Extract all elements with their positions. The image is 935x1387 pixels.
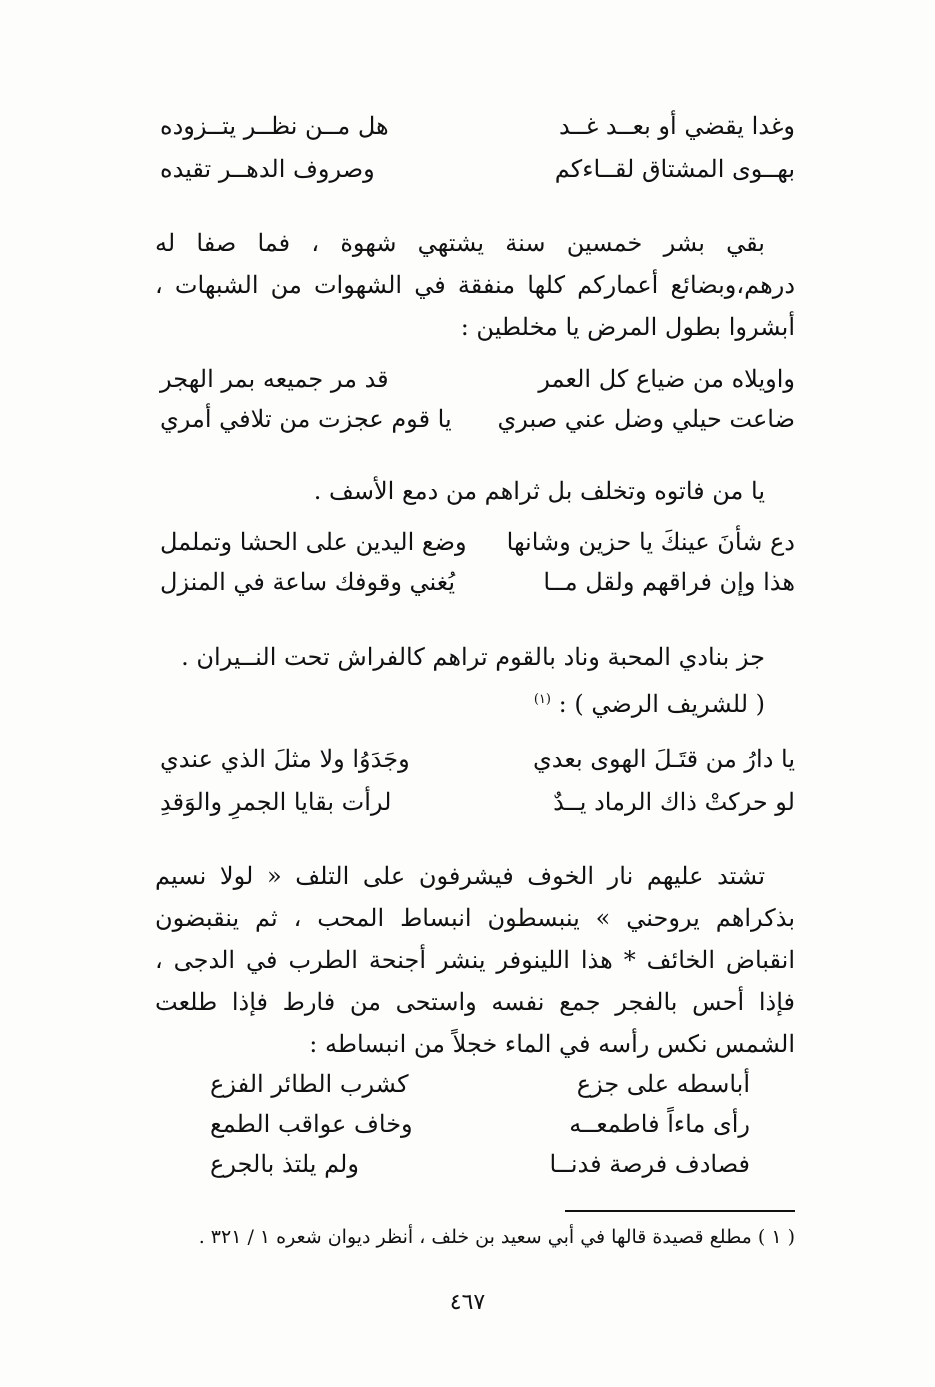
verse-hemistich-first: فصادف فرصة فدنــا: [549, 1150, 750, 1178]
verse-line: [160, 745, 795, 785]
verse-line: [210, 1150, 750, 1190]
verse-hemistich-second: ولم يلتذ بالجرع: [210, 1150, 359, 1178]
verse-hemistich-second: هل مــن نظــر يتــزوده: [160, 112, 389, 140]
footnote-text: ( ١ ) مطلع قصيدة قالها في أبي سعيد بن خلف ، أنظر ديوان شعره ١ / ٣٢١ .: [198, 1226, 795, 1248]
verse-hemistich-second: قد مر جميعه بمر الهجر: [160, 365, 389, 393]
verse-line: [160, 788, 795, 828]
verse-line: [210, 1110, 750, 1150]
page-number: ٤٦٧: [449, 1290, 486, 1315]
verse-hemistich-second: كشرب الطائر الفزع: [210, 1070, 409, 1098]
verse-line: [160, 112, 795, 152]
verse-hemistich-first: رأى ماءاً فاطمعــه: [569, 1110, 750, 1138]
verse-hemistich-second: وصروف الدهــر تقيده: [160, 155, 375, 183]
prose-paragraph: تشتد عليهم نار الخوف فيشرفون على التلف « لولا نسيم بذكراهم يروحني » ينبسطون انبساط المحب ، ثم ينقبضون انقباض الخائف * هذا اللينوفر ينشر أجنحة الطرب في الدجى ، فإذا أحس بالفجر جمع نفسه واستحى من فارط فإذا طلعت الشمس نكس رأسه في الماء خجلاً من انبساطه :: [155, 862, 796, 1058]
verse-hemistich-second: لرأت بقايا الجمرِ والوَقدِ: [160, 788, 392, 816]
verse-hemistich-first: هذا وإن فراقهم ولقل مــا: [543, 568, 795, 596]
verse-line: [160, 405, 795, 445]
verse-hemistich-first: واويلاه من ضياع كل العمر: [538, 365, 795, 393]
verse-line: [160, 528, 795, 568]
verse-line: [160, 365, 795, 405]
verse-hemistich-second: وخاف عواقب الطمع: [210, 1110, 413, 1138]
footnote-divider: [565, 1210, 795, 1212]
verse-hemistich-first: بهــوى المشتاق لقــاءكم: [554, 155, 795, 183]
verse-hemistich-first: وغدا يقضي أو بعــد غــد: [559, 112, 795, 140]
prose-paragraph: جز بنادي المحبة وناد بالقوم تراهم كالفراش تحت النــيران .: [181, 643, 765, 671]
verse-hemistich-second: يا قوم عجزت من تلافي أمري: [160, 405, 452, 433]
verse-hemistich-second: وضع اليدين على الحشا وتململ: [160, 528, 467, 556]
verse-hemistich-second: وجَدَوُا ولا مثلَ الذي عندي: [160, 745, 410, 773]
verse-hemistich-first: أباسطه على جزع: [576, 1070, 750, 1098]
verse-line: [210, 1070, 750, 1110]
verse-hemistich-second: يُغني وقوفك ساعة في المنزل: [160, 568, 456, 596]
footnote-marker: (١): [533, 692, 551, 707]
verse-hemistich-first: ضاعت حيلي وضل عني صبري: [497, 405, 795, 433]
verse-hemistich-first: لو حركتْ ذاك الرماد يــدٌ: [553, 788, 795, 816]
prose-paragraph: بقي بشر خمسين سنة يشتهي شهوة ، فما صفا له درهم،وبضائع أعماركم كلها منفقة في الشهوات من الشبهات ، أبشروا بطول المرض يا مخلطين :: [155, 229, 795, 341]
poet-attribution: [534, 690, 765, 718]
attribution-text: ( للشريف الرضي ) :: [558, 690, 765, 718]
prose-paragraph: يا من فاتوه وتخلف بل ثراهم من دمع الأسف .: [313, 477, 765, 505]
verse-line: [160, 568, 795, 608]
verse-hemistich-first: يا دارُ من قتَـلَ الهوى بعدي: [533, 745, 795, 773]
verse-hemistich-first: دع شأنَ عينكَ يا حزين وشانها: [506, 528, 795, 556]
verse-line: [160, 155, 795, 195]
